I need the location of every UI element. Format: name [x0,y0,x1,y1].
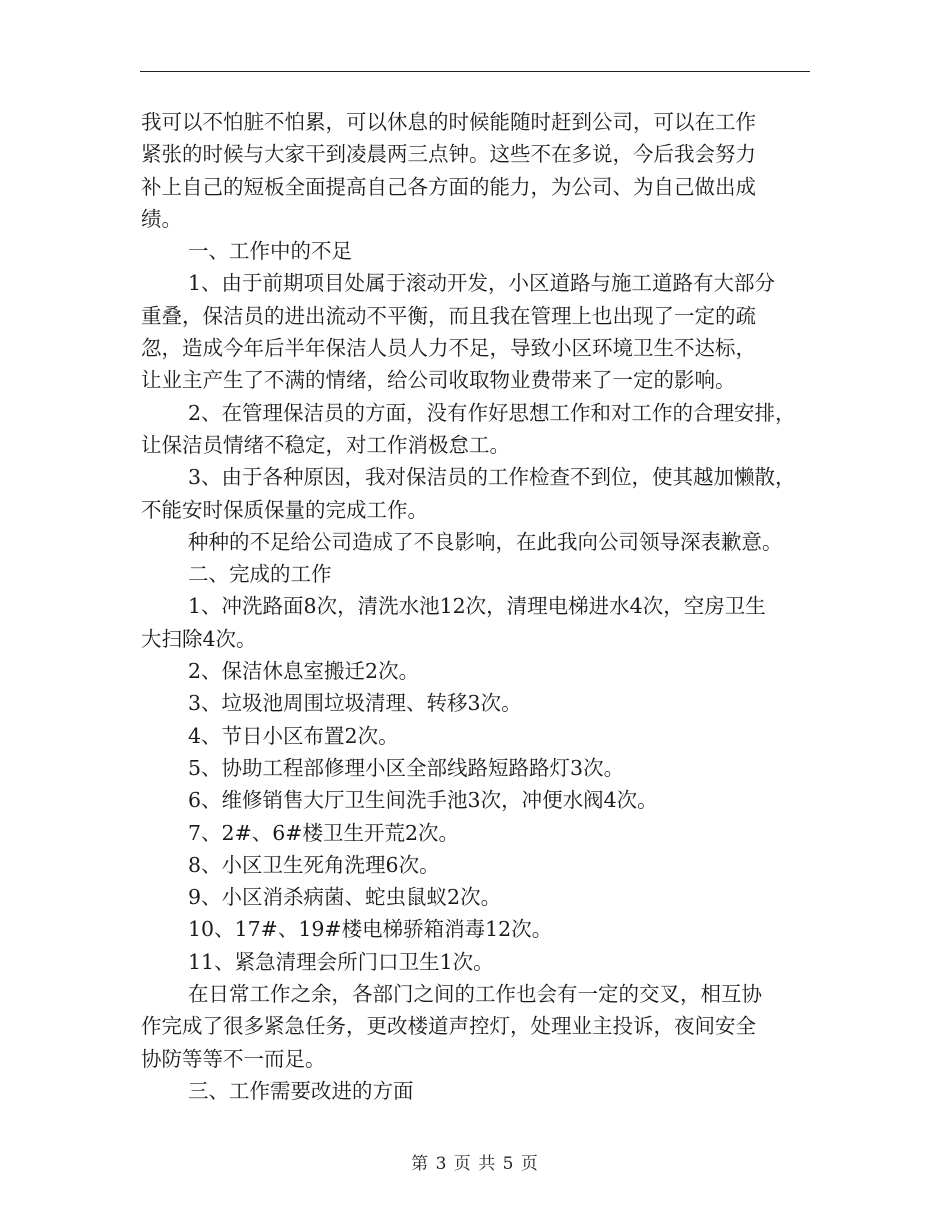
text-line: 4、节日小区布置2次。 [188,723,399,748]
text-line: 紧张的时候与大家干到凌晨两三点钟。这些不在多说，今后我会努力 [141,142,756,167]
text-line: 大扫除4次。 [141,626,257,651]
text-line: 1、由于前期项目处属于滚动开发，小区道路与施工道路有大部分 [188,271,776,296]
text-line: 种种的不足给公司造成了不良影响，在此我向公司领导深表歉意。 [188,529,783,554]
text-line: 补上自己的短板全面提高自己各方面的能力，为公司、为自己做出成 [141,174,756,199]
text-line: 3、垃圾池周围垃圾清理、转移3次。 [188,691,522,716]
text-line: 作完成了很多紧急任务，更改楼道声控灯，处理业主投诉，夜间安全 [141,1014,756,1039]
text-line: 6、维修销售大厅卫生间洗手池3次，冲便水阀4次。 [188,788,658,813]
text-line: 10、17#、19#楼电梯骄箱消毒12次。 [188,917,553,942]
text-line: 让保洁员情绪不稳定，对工作消极怠工。 [141,432,510,457]
text-line: 不能安时保质保量的完成工作。 [141,497,428,522]
text-line: 忽，造成今年后半年保洁人员人力不足，导致小区环境卫生不达标， [141,336,756,361]
text-line: 2、保洁休息室搬迁2次。 [188,659,420,684]
document-body [141,106,811,1107]
text-line: 1、冲洗路面8次，清洗水池12次，清理电梯进水4次，空房卫生 [188,594,766,619]
text-line: 二、完成的工作 [188,562,332,587]
text-line: 7、2#、6#楼卫生开荒2次。 [188,820,460,845]
text-line: 协防等等不一而足。 [141,1046,326,1071]
text-line: 2、在管理保洁员的方面，没有作好思想工作和对工作的合理安排， [188,400,796,425]
text-line: 绩。 [141,206,182,231]
text-line: 让业主产生了不满的情绪，给公司收取物业费带来了一定的影响。 [141,368,736,393]
text-line: 8、小区卫生死角洗理6次。 [188,852,440,877]
text-line: 在日常工作之余，各部门之间的工作也会有一定的交叉，相互协 [188,982,762,1007]
page-number-footer: 第 3 页 共 5 页 [411,1154,539,1174]
text-line: 三、工作需要改进的方面 [188,1078,414,1103]
text-line: 9、小区消杀病菌、蛇虫鼠蚁2次。 [188,885,502,910]
text-line: 我可以不怕脏不怕累，可以休息的时候能随时赶到公司，可以在工作 [141,110,756,134]
text-line: 一、工作中的不足 [188,239,352,264]
text-line: 3、由于各种原因，我对保洁员的工作检查不到位，使其越加懒散， [188,465,796,490]
text-line: 重叠，保洁员的进出流动不平衡，而且我在管理上也出现了一定的疏 [141,303,756,328]
text-line: 11、紧急清理会所门口卫生1次。 [188,949,494,974]
text-line: 5、协助工程部修理小区全部线路短路路灯3次。 [188,755,625,780]
header-divider [140,71,810,72]
